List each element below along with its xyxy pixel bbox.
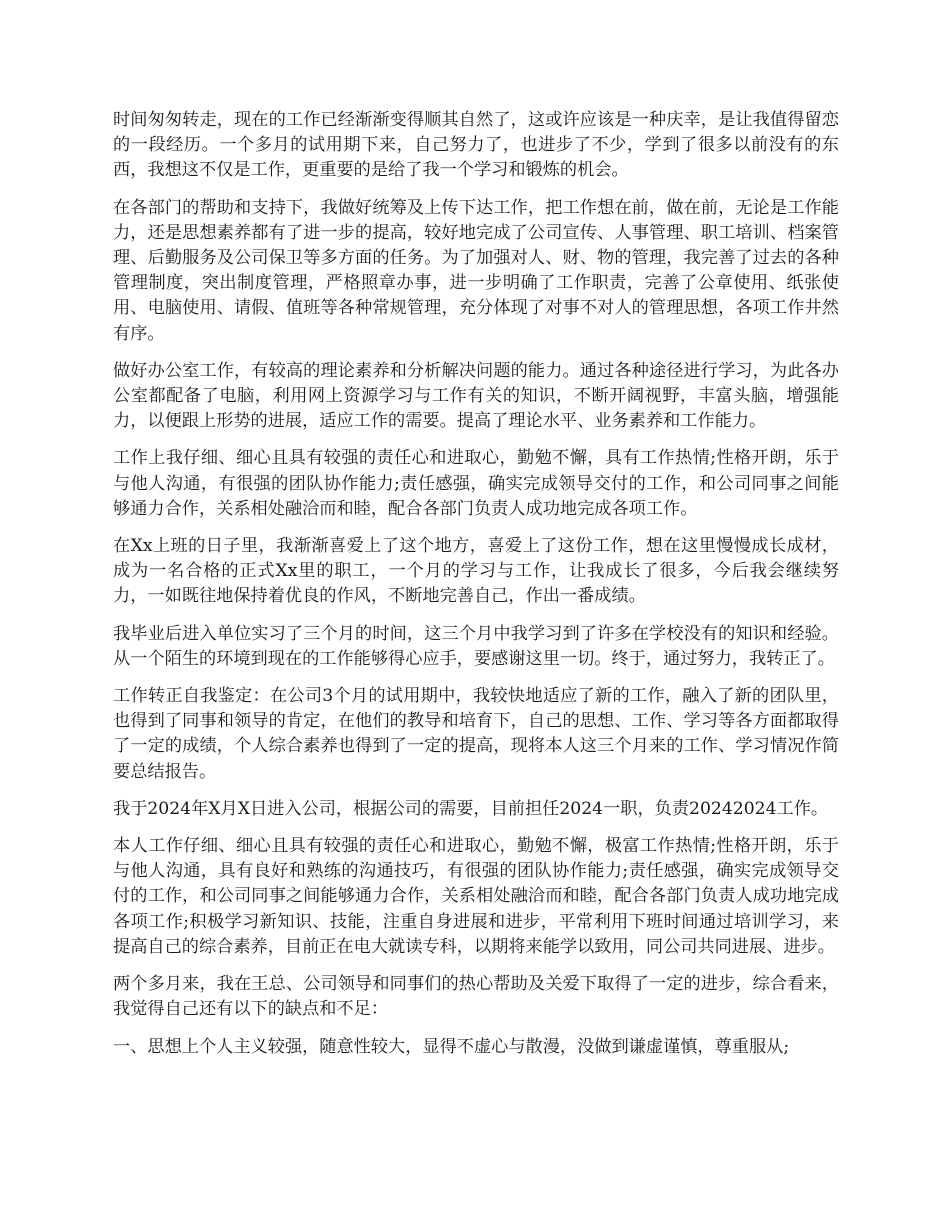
paragraph: 在Xx上班的日子里，我渐渐喜爱上了这个地方，喜爱上了这份工作，想在这里慢慢成长成材，成为一名合格的正式Xx里的职工，一个月的学习与工作，让我成长了很多，今后我会继续努力，一如既往地保持着优良的作风，不断地完善自己，作出一番成绩。 xyxy=(113,536,839,607)
paragraph: 工作转正自我鉴定：在公司3个月的试用期中，我较快地适应了新的工作，融入了新的团队里，也得到了同事和领导的肯定，在他们的教导和培育下，自己的思想、工作、学习等各方面都取得了一定的成绩，个人综合素养也得到了一定的提高，现将本人这三个月来的工作、学习情况作简要总结报告。 xyxy=(113,686,839,782)
paragraph: 时间匆匆转走，现在的工作已经渐渐变得顺其自然了，这或许应该是一种庆幸，是让我值得留恋的一段经历。一个多月的试用期下来，自己努力了，也进步了不少，学到了很多以前没有的东西，我想这不仅是工作，更重要的是给了我一个学习和锻炼的机会。 xyxy=(113,110,839,181)
paragraph: 我毕业后进入单位实习了三个月的时间，这三个月中我学习到了许多在学校没有的知识和经验。从一个陌生的环境到现在的工作能够得心应手，要感谢这里一切。终于，通过努力，我转正了。 xyxy=(113,623,839,669)
document-body xyxy=(113,108,839,1072)
paragraph: 两个多月来，我在王总、公司领导和同事们的热心帮助及关爱下取得了一定的进步，综合看来，我觉得自己还有以下的缺点和不足： xyxy=(113,974,839,1020)
paragraph: 一、思想上个人主义较强，随意性较大，显得不虚心与散漫，没做到谦虚谨慎，尊重服从; xyxy=(113,1036,790,1057)
paragraph: 在各部门的帮助和支持下，我做好统筹及上传下达工作，把工作想在前，做在前，无论是工作能力，还是思想素养都有了进一步的提高，较好地完成了公司宣传、人事管理、职工培训、档案管理、后勤服务及公司保卫等多方面的任务。为了加强对人、财、物的管理，我完善了过去的各种管理制度，突出制度管理，严格照章办事，进一步明确了工作职责，完善了公章使用、纸张使用、电脑使用、请假、值班等各种常规管理，充分体现了对事不对人的管理思想，各项工作井然有序。 xyxy=(113,197,839,344)
paragraph: 本人工作仔细、细心且具有较强的责任心和进取心，勤勉不懈，极富工作热情;性格开朗，乐于与他人沟通，具有良好和熟练的沟通技巧，有很强的团队协作能力;责任感强，确实完成领导交付的工作，和公司同事之间能够通力合作，关系相处融洽而和睦，配合各部门负责人成功地完成各项工作;积极学习新知识、技能，注重自身进展和进步，平常利用下班时间通过培训学习，来提高自己的综合素养，目前正在电大就读专科，以期将来能学以致用，同公司共同进展、进步。 xyxy=(113,836,839,957)
paragraph: 工作上我仔细、细心且具有较强的责任心和进取心，勤勉不懈，具有工作热情;性格开朗，乐于与他人沟通，有很强的团队协作能力;责任感强，确实完成领导交付的工作，和公司同事之间能够通力合作，关系相处融洽而和睦，配合各部门负责人成功地完成各项工作。 xyxy=(113,448,839,519)
paragraph: 我于2024年X月X日进入公司，根据公司的需要，目前担任2024一职，负责20242024工作。 xyxy=(113,798,829,819)
paragraph: 做好办公室工作，有较高的理论素养和分析解决问题的能力。通过各种途径进行学习，为此各办公室都配备了电脑，利用网上资源学习与工作有关的知识，不断开阔视野，丰富头脑，增强能力，以便跟上形势的进展，适应工作的需要。提高了理论水平、业务素养和工作能力。 xyxy=(113,360,839,432)
